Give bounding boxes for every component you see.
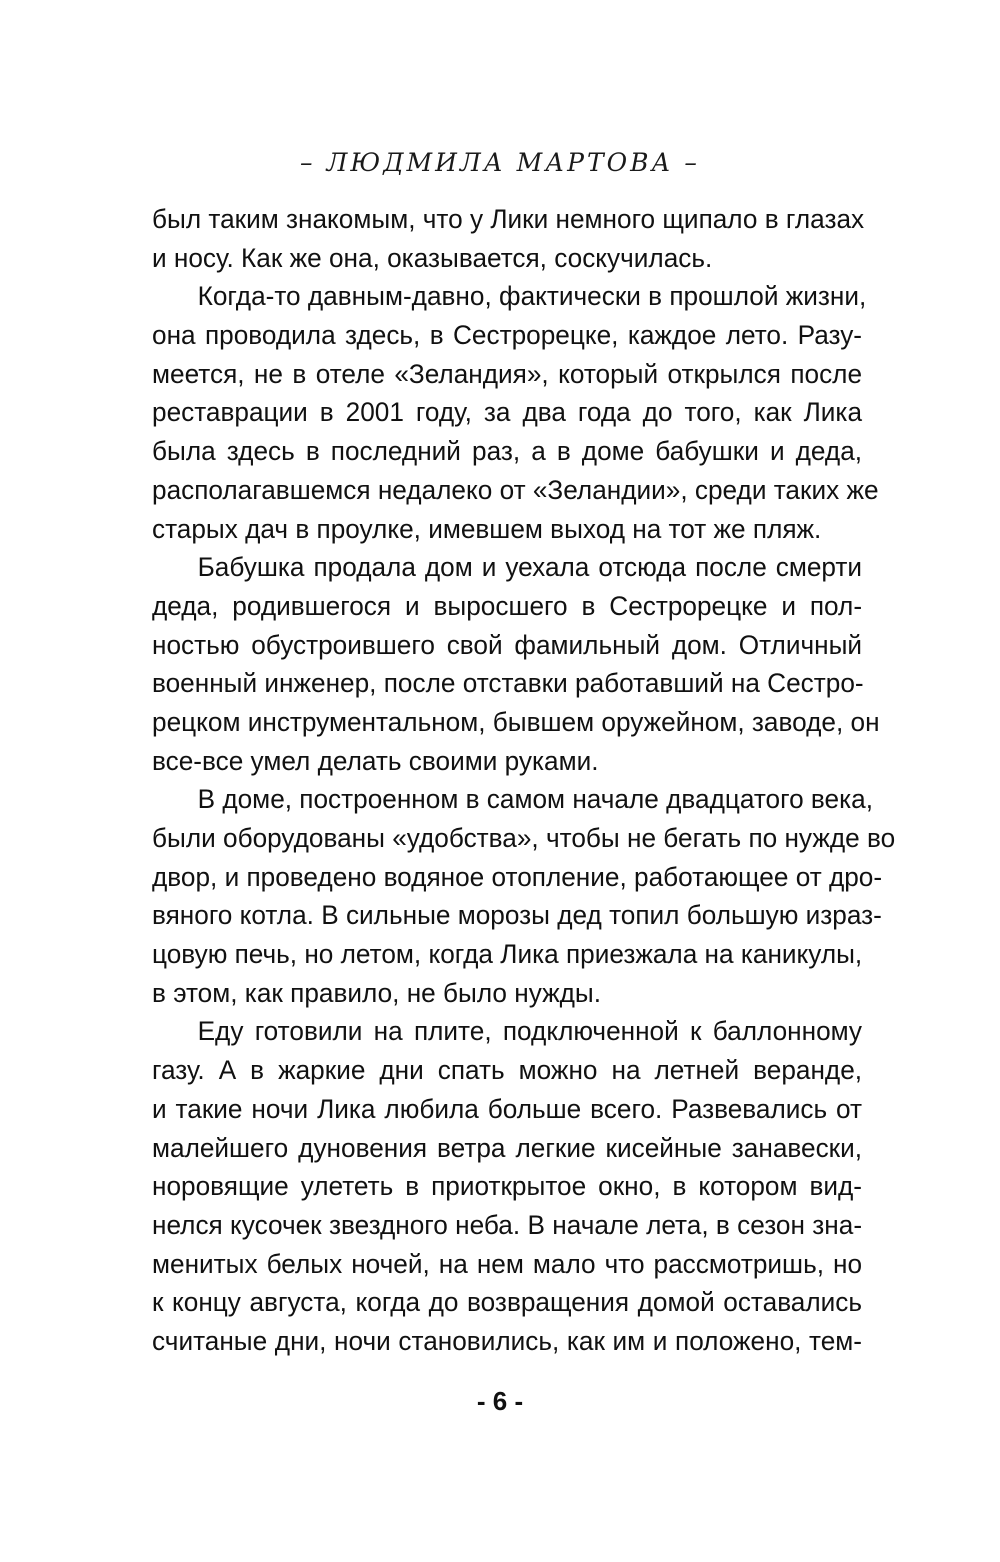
text-line: в этом, как правило, не было нужды.	[152, 977, 602, 1008]
text-line: двор, и проведено водяное отопление, работающее от дро-	[152, 861, 883, 892]
text-line: военный инженер, после отставки работавший на Сестро-	[152, 668, 864, 699]
text-line: меется, не в отеле «Зеландия», который открылся после	[152, 358, 863, 389]
paragraph	[152, 548, 880, 780]
text-line: цовую печь, но летом, когда Лика приезжала на каникулы,	[152, 939, 863, 970]
text-line: норовящие улететь в приоткрытое окно, в котором вид-	[152, 1171, 863, 1202]
running-head-author: – ЛЮДМИЛА МАРТОВА –	[300, 148, 700, 177]
text-line: деда, родившегося и выросшего в Сестрорецке и пол-	[152, 590, 863, 621]
text-line: к концу августа, когда до возвращения домой оставались	[152, 1287, 863, 1318]
text-line: Когда-то давным-давно, фактически в прошлой жизни,	[197, 281, 867, 312]
paragraph	[152, 277, 879, 548]
text-line: малейшего дуновения ветра легкие кисейные занавески,	[152, 1132, 863, 1163]
text-line: был таким знакомым, что у Лики немного щипало в глазах	[152, 204, 865, 234]
body-text	[152, 200, 896, 1361]
text-line: Еду готовили на плите, подключенной к баллонному	[197, 1016, 863, 1047]
text-line: она проводила здесь, в Сестрорецке, каждое лето. Разу-	[152, 320, 863, 351]
text-line: были оборудованы «удобства», чтобы не бегать по нужде во	[152, 823, 896, 853]
paragraph	[152, 780, 896, 1012]
text-line: располагавшемся недалеко от «Зеландии», среди таких же	[152, 474, 879, 505]
text-line: старых дач в проулке, имевшем выход на тот же пляж.	[152, 513, 822, 544]
text-line: ностью обустроившего свой фамильный дом. Отличный	[152, 629, 863, 660]
text-line: все-все умел делать своими руками.	[152, 745, 599, 776]
text-line: считаные дни, ночи становились, как им и положено, тем-	[152, 1325, 863, 1356]
text-line: В доме, построенном в самом начале двадцатого века,	[197, 784, 873, 815]
paragraph	[152, 1012, 862, 1360]
text-line: Бабушка продала дом и уехала отсюда после смерти	[197, 552, 863, 583]
paragraph	[152, 200, 865, 277]
text-line: нелся кусочек звездного неба. В начале лета, в сезон зна-	[152, 1209, 863, 1240]
text-line: реставрации в 2001 году, за два года до того, как Лика	[152, 397, 863, 428]
text-line: газу. А в жаркие дни спать можно на летней веранде,	[152, 1055, 863, 1086]
text-line: и такие ночи Лика любила больше всего. Развевались от	[152, 1093, 863, 1124]
text-line: была здесь в последний раз, а в доме бабушки и деда,	[152, 436, 863, 467]
text-line: и носу. Как же она, оказывается, соскучилась.	[152, 242, 713, 273]
text-line: вяного котла. В сильные морозы дед топил большую израз-	[152, 900, 882, 931]
text-line: менитых белых ночей, на нем мало что рассмотришь, но	[152, 1248, 863, 1279]
page-number: - 6 -	[476, 1386, 524, 1416]
text-line: рецком инструментальном, бывшем оружейном, заводе, он	[152, 706, 880, 737]
